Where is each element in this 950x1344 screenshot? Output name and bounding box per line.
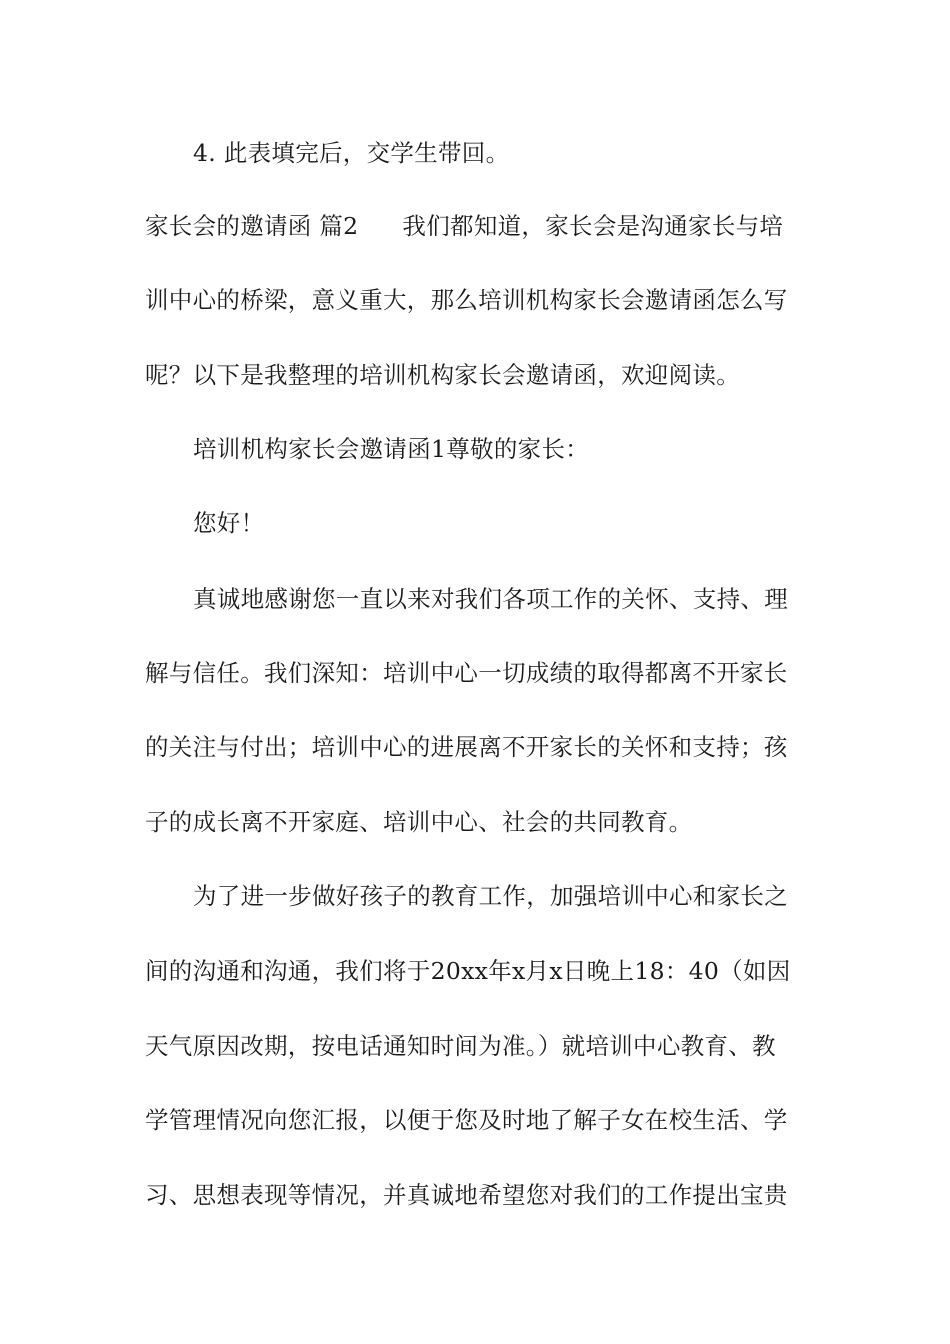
letter-title: 培训机构家长会邀请函1尊敬的家长： [193, 435, 590, 463]
paragraph-text: 我们都知道，家长会是沟通家长与培 [402, 212, 784, 240]
paragraph-line: 习、思想表现等情况，并真诚地希望您对我们的工作提出宝贵 [145, 1181, 788, 1209]
paragraph-line: 学管理情况向您汇报，以便于您及时地了解子女在校生活、学 [145, 1106, 788, 1134]
section-heading-line [145, 211, 810, 241]
paragraph-line: 间的沟通和沟通，我们将于20xx年x月x日晚上18：40（如因 [145, 957, 791, 985]
paragraph-line: 解与信任。我们深知：培训中心一切成绩的取得都离不开家长 [145, 659, 788, 687]
paragraph-line: 训中心的桥梁，意义重大，那么培训机构家长会邀请函怎么写 [145, 286, 788, 314]
section-heading: 家长会的邀请函 篇2 [145, 212, 359, 240]
paragraph-line: 的关注与付出；培训中心的进展离不开家长的关怀和支持；孩 [145, 733, 788, 761]
paragraph-line: 真诚地感谢您一直以来对我们各项工作的关怀、支持、理 [193, 585, 788, 613]
paragraph-line: 呢？以下是我整理的培训机构家长会邀请函，欢迎阅读。 [145, 361, 740, 389]
paragraph-line: 天气原因改期，按电话通知时间为准。）就培训中心教育、教 [145, 1032, 776, 1060]
paragraph-line: 为了进一步做好孩子的教育工作，加强培训中心和家长之 [193, 882, 788, 910]
list-item-4: 4. 此表填完后，交学生带回。 [193, 139, 510, 167]
paragraph-line: 子的成长离不开家庭、培训中心、社会的共同教育。 [145, 808, 693, 836]
greeting: 您好！ [193, 509, 265, 537]
